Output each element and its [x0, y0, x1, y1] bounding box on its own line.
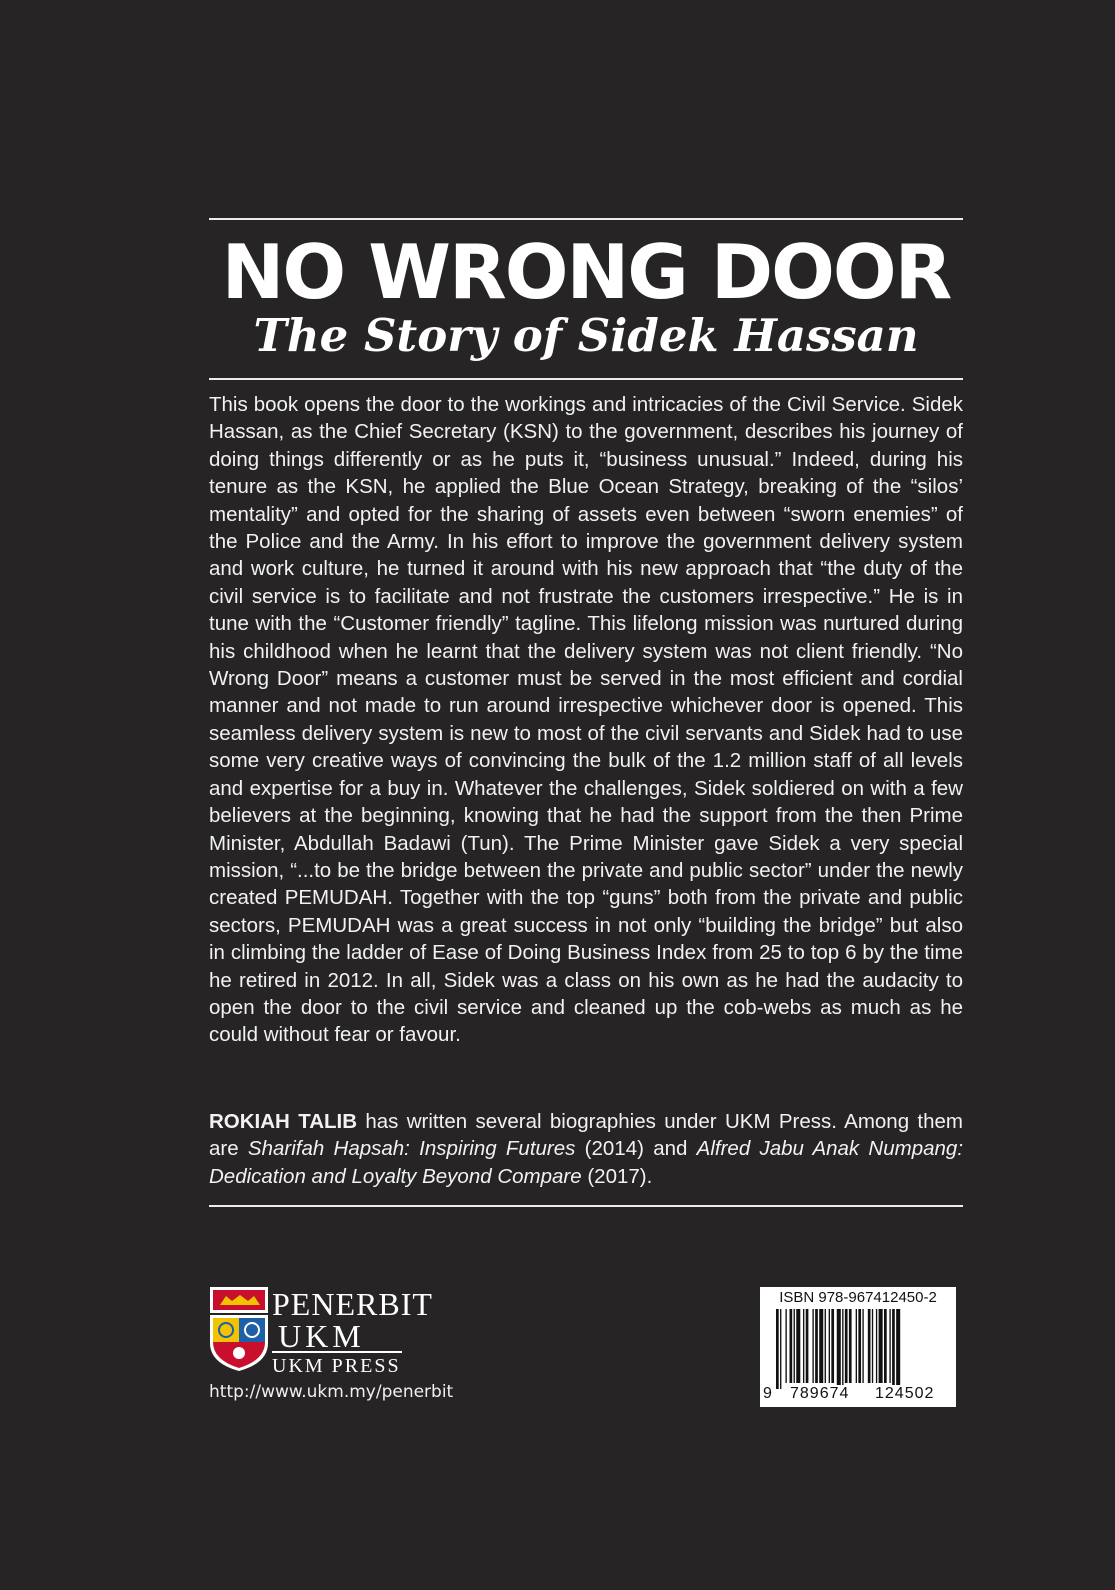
author-bio-text-1: has written several biographies under UKM Press. Among them are	[209, 1110, 964, 1161]
book-subtitle: The Story of Sidek Hassan	[253, 309, 919, 362]
title-bottom-rule	[209, 378, 963, 380]
barcode-icon	[760, 1307, 956, 1389]
publisher-name-line2: UKM	[278, 1318, 365, 1354]
barcode-digits-right: 124502	[875, 1385, 935, 1402]
isbn-label: ISBN 978-967412450-2	[779, 1289, 937, 1306]
author-bio	[209, 1108, 963, 1190]
publisher-name	[272, 1287, 472, 1378]
publisher-logo	[210, 1286, 470, 1377]
ukm-crest-icon	[210, 1287, 268, 1371]
barcode-digits-left: 789674	[790, 1385, 850, 1402]
bio-bottom-rule	[209, 1205, 963, 1207]
publisher-url[interactable]: http://www.ukm.my/penerbit	[209, 1382, 454, 1402]
book-blurb: This book opens the door to the workings and intricacies of the Civil Service. Sidek Hassan, as the Chief Secretary (KSN) to the government, describes his journey of doing things differently or as he puts it, “business unusual.” Indeed, during his tenure as the KSN, he applied the Blue Ocean Strategy, breaking of the “silos’ mentality” and opted for the sharing of assets even between “sworn enemies” of the Police and the Army. In his effort to improve the government delivery system and work culture, he turned it around with his new approach that “the duty of the civil service is to facilitate and not frustrate the customers irrespective.” He is in tune with the “Customer friendly” tagline. This lifelong mission was nurtured during his childhood when he learnt that the delivery system was not client friendly. “No Wrong Door” means a customer must be served in the most efficient and cordial manner and not made to run around irrespective whichever door is opened. This seamless delivery system is new to most of the civil servants and Sidek had to use some very creative ways of convincing the bulk of the 1.2 million staff of all levels and expertise for a buy in. Whatever the challenges, Sidek soldiered on with a few believers at the beginning, knowing that he had the support from the then Prime Minister, Abdullah Badawi (Tun). The Prime Minister gave Sidek a very special mission, “...to be the bridge between the private and public sector” under the newly created PEMUDAH. Together with the top “guns” both from the private and public sectors, PEMUDAH was a great success in not only “building the bridge” but also in climbing the ladder of Ease of Doing Business Index from 25 to top 6 by the time he retired in 2012. In all, Sidek was a class on his own as he had the audacity to open the door to the civil service and cleaned up the cob-webs as much as he could without fear or favour.	[209, 393, 963, 1047]
author-bio-text-2: (2014) and	[575, 1137, 697, 1161]
author-bio-text-3: (2017).	[581, 1164, 653, 1188]
book-title: NO WRONG DOOR	[221, 228, 951, 316]
author-name: ROKIAH TALIB	[209, 1110, 358, 1133]
publisher-name-line3: UKM PRESS	[272, 1351, 402, 1378]
book-title-1: Sharifah Hapsah: Inspiring Futures	[247, 1137, 576, 1161]
publisher-name-line1: PENERBIT	[272, 1286, 433, 1322]
barcode-lead-digit: 9	[763, 1385, 772, 1402]
isbn-barcode	[760, 1287, 956, 1407]
book-title-2: Alfred Jabu Anak Numpang: Dedication and Loyalty Beyond Compare	[209, 1137, 964, 1188]
top-rule	[209, 218, 963, 220]
